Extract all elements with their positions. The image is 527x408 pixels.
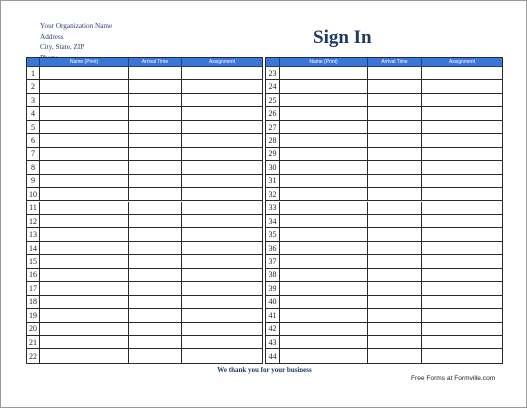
table-row xyxy=(266,349,502,362)
assignment-cell[interactable] xyxy=(422,148,502,160)
table-row xyxy=(266,107,502,120)
assignment-cell[interactable] xyxy=(422,215,502,227)
name-cell[interactable] xyxy=(280,255,368,267)
arrival-time-cell[interactable] xyxy=(129,148,182,160)
assignment-cell[interactable] xyxy=(422,296,502,308)
assignment-cell[interactable] xyxy=(182,323,262,335)
assignment-column-header: Assignment xyxy=(448,59,476,65)
name-cell[interactable] xyxy=(280,269,368,281)
row-number: 26 xyxy=(266,107,280,119)
name-cell[interactable] xyxy=(40,282,129,294)
table-row xyxy=(27,309,262,322)
row-number: 42 xyxy=(266,323,280,335)
arrival-time-cell[interactable] xyxy=(129,175,182,187)
table-row xyxy=(27,296,262,309)
thank-you-note: We thank you for your business xyxy=(217,366,312,374)
row-number: 1 xyxy=(27,67,40,79)
assignment-cell[interactable] xyxy=(422,94,502,106)
assignment-cell[interactable] xyxy=(182,215,262,227)
table-row xyxy=(266,215,502,228)
assignment-cell[interactable] xyxy=(182,107,262,119)
table-row xyxy=(27,242,262,255)
name-cell[interactable] xyxy=(40,80,129,92)
arrival-time-cell[interactable] xyxy=(368,242,422,254)
arrival-time-cell[interactable] xyxy=(129,107,182,119)
row-number: 11 xyxy=(27,202,40,214)
sign-in-table-right xyxy=(265,57,503,364)
assignment-cell[interactable] xyxy=(182,202,262,214)
name-cell[interactable] xyxy=(280,215,368,227)
number-column-header xyxy=(27,58,40,66)
row-number: 5 xyxy=(27,121,40,133)
name-cell[interactable] xyxy=(280,134,368,146)
arrival-time-cell[interactable] xyxy=(129,255,182,267)
assignment-cell[interactable] xyxy=(182,349,262,362)
table-row xyxy=(27,175,262,188)
arrival-time-cell[interactable] xyxy=(129,336,182,348)
arrival-time-cell[interactable] xyxy=(368,134,422,146)
name-cell[interactable] xyxy=(40,349,129,362)
arrival-time-cell[interactable] xyxy=(368,323,422,335)
row-number: 2 xyxy=(27,80,40,92)
assignment-cell[interactable] xyxy=(182,134,262,146)
assignment-cell[interactable] xyxy=(422,282,502,294)
assignment-cell[interactable] xyxy=(182,161,262,173)
table-row xyxy=(266,269,502,282)
arrival-time-cell[interactable] xyxy=(129,121,182,133)
arrival-time-cell[interactable] xyxy=(368,255,422,267)
assignment-cell[interactable] xyxy=(182,282,262,294)
arrival-time-cell[interactable] xyxy=(368,148,422,160)
arrival-time-cell[interactable] xyxy=(129,242,182,254)
assignment-cell[interactable] xyxy=(422,269,502,281)
table-row xyxy=(27,228,262,241)
row-number: 37 xyxy=(266,255,280,267)
name-cell[interactable] xyxy=(40,67,129,79)
assignment-cell[interactable] xyxy=(422,309,502,321)
assignment-cell[interactable] xyxy=(422,134,502,146)
arrival-time-cell[interactable] xyxy=(368,336,422,348)
row-number: 7 xyxy=(27,148,40,160)
arrival-time-cell[interactable] xyxy=(129,134,182,146)
row-number: 32 xyxy=(266,188,280,200)
row-number: 38 xyxy=(266,269,280,281)
table-row xyxy=(27,148,262,161)
arrival-time-cell[interactable] xyxy=(368,296,422,308)
name-cell[interactable] xyxy=(40,94,129,106)
name-cell[interactable] xyxy=(40,228,129,240)
arrival-time-cell[interactable] xyxy=(368,228,422,240)
name-cell[interactable] xyxy=(40,175,129,187)
row-number: 17 xyxy=(27,282,40,294)
assignment-cell[interactable] xyxy=(422,161,502,173)
assignment-cell[interactable] xyxy=(422,323,502,335)
table-row xyxy=(266,175,502,188)
arrival-time-cell[interactable] xyxy=(129,161,182,173)
name-cell[interactable] xyxy=(40,215,129,227)
assignment-cell[interactable] xyxy=(182,67,262,79)
name-cell[interactable] xyxy=(280,336,368,348)
row-number: 36 xyxy=(266,242,280,254)
table-row xyxy=(27,94,262,107)
arrival-time-cell[interactable] xyxy=(368,67,422,79)
table-row xyxy=(27,80,262,93)
name-cell[interactable] xyxy=(280,148,368,160)
table-row xyxy=(266,309,502,322)
table-row xyxy=(266,202,502,215)
table-row xyxy=(266,228,502,241)
assignment-cell[interactable] xyxy=(182,242,262,254)
row-number: 9 xyxy=(27,175,40,187)
organization-name: Your Organization Name xyxy=(40,22,113,30)
name-cell[interactable] xyxy=(40,202,129,214)
arrival-time-cell[interactable] xyxy=(129,269,182,281)
organization-city-state-zip: City, State, ZIP xyxy=(40,43,85,51)
table-row xyxy=(266,80,502,93)
row-number: 6 xyxy=(27,134,40,146)
name-cell[interactable] xyxy=(40,188,129,200)
table-row xyxy=(27,134,262,147)
table-row xyxy=(266,336,502,349)
name-cell[interactable] xyxy=(280,228,368,240)
name-cell[interactable] xyxy=(40,255,129,267)
row-number: 4 xyxy=(27,107,40,119)
row-number: 3 xyxy=(27,94,40,106)
table-row xyxy=(266,161,502,174)
arrival-time-cell[interactable] xyxy=(368,94,422,106)
arrival-time-cell[interactable] xyxy=(129,67,182,79)
table-row xyxy=(27,323,262,336)
row-number: 20 xyxy=(27,323,40,335)
assignment-cell[interactable] xyxy=(182,148,262,160)
table-row xyxy=(27,188,262,201)
assignment-cell[interactable] xyxy=(422,228,502,240)
arrival-time-cell[interactable] xyxy=(368,107,422,119)
row-number: 29 xyxy=(266,148,280,160)
arrival-time-cell[interactable] xyxy=(129,296,182,308)
row-number: 39 xyxy=(266,282,280,294)
assignment-cell[interactable] xyxy=(182,175,262,187)
row-number: 27 xyxy=(266,121,280,133)
arrival-time-cell[interactable] xyxy=(368,175,422,187)
row-number: 41 xyxy=(266,309,280,321)
page-title: Sign In xyxy=(313,27,372,48)
table-row xyxy=(27,349,262,362)
row-number: 31 xyxy=(266,175,280,187)
name-cell[interactable] xyxy=(280,188,368,200)
name-cell[interactable] xyxy=(280,349,368,362)
name-cell[interactable] xyxy=(280,94,368,106)
name-cell[interactable] xyxy=(40,336,129,348)
footer-credit: Free Forms at Formville.com xyxy=(411,375,496,382)
name-cell[interactable] xyxy=(40,134,129,146)
table-row xyxy=(266,323,502,336)
assignment-cell[interactable] xyxy=(422,242,502,254)
assignment-cell[interactable] xyxy=(182,269,262,281)
row-number: 18 xyxy=(27,296,40,308)
row-number: 35 xyxy=(266,228,280,240)
row-number: 22 xyxy=(27,349,40,362)
assignment-cell[interactable] xyxy=(422,349,502,362)
table-row xyxy=(27,282,262,295)
sign-in-table-left xyxy=(26,57,263,364)
arrival-time-cell[interactable] xyxy=(129,282,182,294)
row-number: 15 xyxy=(27,255,40,267)
table-row xyxy=(27,107,262,120)
table-row xyxy=(266,296,502,309)
assignment-cell[interactable] xyxy=(422,202,502,214)
table-row xyxy=(266,67,502,80)
arrival-time-cell[interactable] xyxy=(368,309,422,321)
arrival-time-cell[interactable] xyxy=(368,269,422,281)
row-number: 30 xyxy=(266,161,280,173)
row-number: 28 xyxy=(266,134,280,146)
table-row xyxy=(266,188,502,201)
row-number: 24 xyxy=(266,80,280,92)
row-number: 16 xyxy=(27,269,40,281)
row-number: 40 xyxy=(266,296,280,308)
name-cell[interactable] xyxy=(280,242,368,254)
assignment-cell[interactable] xyxy=(422,121,502,133)
table-row xyxy=(266,134,502,147)
name-column-header: Name (Print) xyxy=(40,58,129,66)
assignment-column-header: Assignment xyxy=(208,59,236,65)
row-number: 8 xyxy=(27,161,40,173)
table-row xyxy=(27,161,262,174)
table-row xyxy=(27,67,262,80)
row-number: 13 xyxy=(27,228,40,240)
name-cell[interactable] xyxy=(280,282,368,294)
assignment-cell[interactable] xyxy=(422,336,502,348)
table-rows xyxy=(266,67,502,363)
arrival-time-column-header: Arrival Time xyxy=(129,58,182,66)
row-number: 14 xyxy=(27,242,40,254)
row-number: 23 xyxy=(266,67,280,79)
name-cell[interactable] xyxy=(40,323,129,335)
arrival-time-cell[interactable] xyxy=(129,94,182,106)
arrival-time-cell[interactable] xyxy=(368,80,422,92)
assignment-cell[interactable] xyxy=(422,107,502,119)
name-cell[interactable] xyxy=(280,161,368,173)
arrival-time-column-header: Arrival Time xyxy=(368,58,422,66)
assignment-cell[interactable] xyxy=(422,67,502,79)
row-number: 21 xyxy=(27,336,40,348)
assignment-cell[interactable] xyxy=(182,296,262,308)
assignment-cell[interactable] xyxy=(182,80,262,92)
arrival-time-cell[interactable] xyxy=(368,161,422,173)
assignment-cell[interactable] xyxy=(182,188,262,200)
name-cell[interactable] xyxy=(40,107,129,119)
arrival-time-cell[interactable] xyxy=(129,215,182,227)
name-cell[interactable] xyxy=(40,242,129,254)
arrival-time-cell[interactable] xyxy=(129,202,182,214)
name-cell[interactable] xyxy=(40,269,129,281)
row-number: 34 xyxy=(266,215,280,227)
name-column-header: Name (Print) xyxy=(280,58,368,66)
assignment-cell[interactable] xyxy=(182,121,262,133)
assignment-cell[interactable] xyxy=(422,80,502,92)
row-number: 12 xyxy=(27,215,40,227)
table-row xyxy=(27,215,262,228)
table-row xyxy=(27,121,262,134)
assignment-cell[interactable] xyxy=(182,309,262,321)
assignment-cell[interactable] xyxy=(182,255,262,267)
table-row xyxy=(266,94,502,107)
name-cell[interactable] xyxy=(280,67,368,79)
assignment-cell[interactable] xyxy=(182,336,262,348)
row-number: 25 xyxy=(266,94,280,106)
row-number: 44 xyxy=(266,349,280,362)
assignment-cell[interactable] xyxy=(422,175,502,187)
row-number: 19 xyxy=(27,309,40,321)
table-row xyxy=(266,282,502,295)
name-cell[interactable] xyxy=(40,121,129,133)
table-rows xyxy=(27,67,262,363)
name-cell[interactable] xyxy=(280,175,368,187)
arrival-time-cell[interactable] xyxy=(368,188,422,200)
row-number: 10 xyxy=(27,188,40,200)
name-cell[interactable] xyxy=(280,323,368,335)
arrival-time-cell[interactable] xyxy=(368,121,422,133)
table-row xyxy=(266,121,502,134)
name-cell[interactable] xyxy=(40,296,129,308)
table-row xyxy=(27,269,262,282)
arrival-time-cell[interactable] xyxy=(129,323,182,335)
assignment-cell[interactable] xyxy=(182,228,262,240)
arrival-time-cell[interactable] xyxy=(129,80,182,92)
assignment-cell[interactable] xyxy=(182,94,262,106)
arrival-time-cell[interactable] xyxy=(129,309,182,321)
number-column-header xyxy=(266,58,280,66)
table-row xyxy=(27,336,262,349)
table-row xyxy=(266,242,502,255)
name-cell[interactable] xyxy=(280,202,368,214)
assignment-cell[interactable] xyxy=(422,255,502,267)
row-number: 33 xyxy=(266,202,280,214)
arrival-time-cell[interactable] xyxy=(368,215,422,227)
name-cell[interactable] xyxy=(40,161,129,173)
arrival-time-cell[interactable] xyxy=(368,282,422,294)
arrival-time-cell[interactable] xyxy=(129,188,182,200)
arrival-time-cell[interactable] xyxy=(368,349,422,362)
table-row xyxy=(27,255,262,268)
table-row xyxy=(266,255,502,268)
row-number: 43 xyxy=(266,336,280,348)
name-cell[interactable] xyxy=(40,309,129,321)
table-header xyxy=(266,58,502,67)
name-cell[interactable] xyxy=(280,296,368,308)
name-cell[interactable] xyxy=(280,80,368,92)
arrival-time-cell[interactable] xyxy=(368,202,422,214)
arrival-time-cell[interactable] xyxy=(129,349,182,362)
table-row xyxy=(27,202,262,215)
assignment-cell[interactable] xyxy=(422,188,502,200)
name-cell[interactable] xyxy=(280,309,368,321)
arrival-time-cell[interactable] xyxy=(129,228,182,240)
table-row xyxy=(266,148,502,161)
name-cell[interactable] xyxy=(40,148,129,160)
table-header xyxy=(27,58,262,67)
organization-address: Address xyxy=(40,32,64,41)
name-cell[interactable] xyxy=(280,121,368,133)
name-cell[interactable] xyxy=(280,107,368,119)
